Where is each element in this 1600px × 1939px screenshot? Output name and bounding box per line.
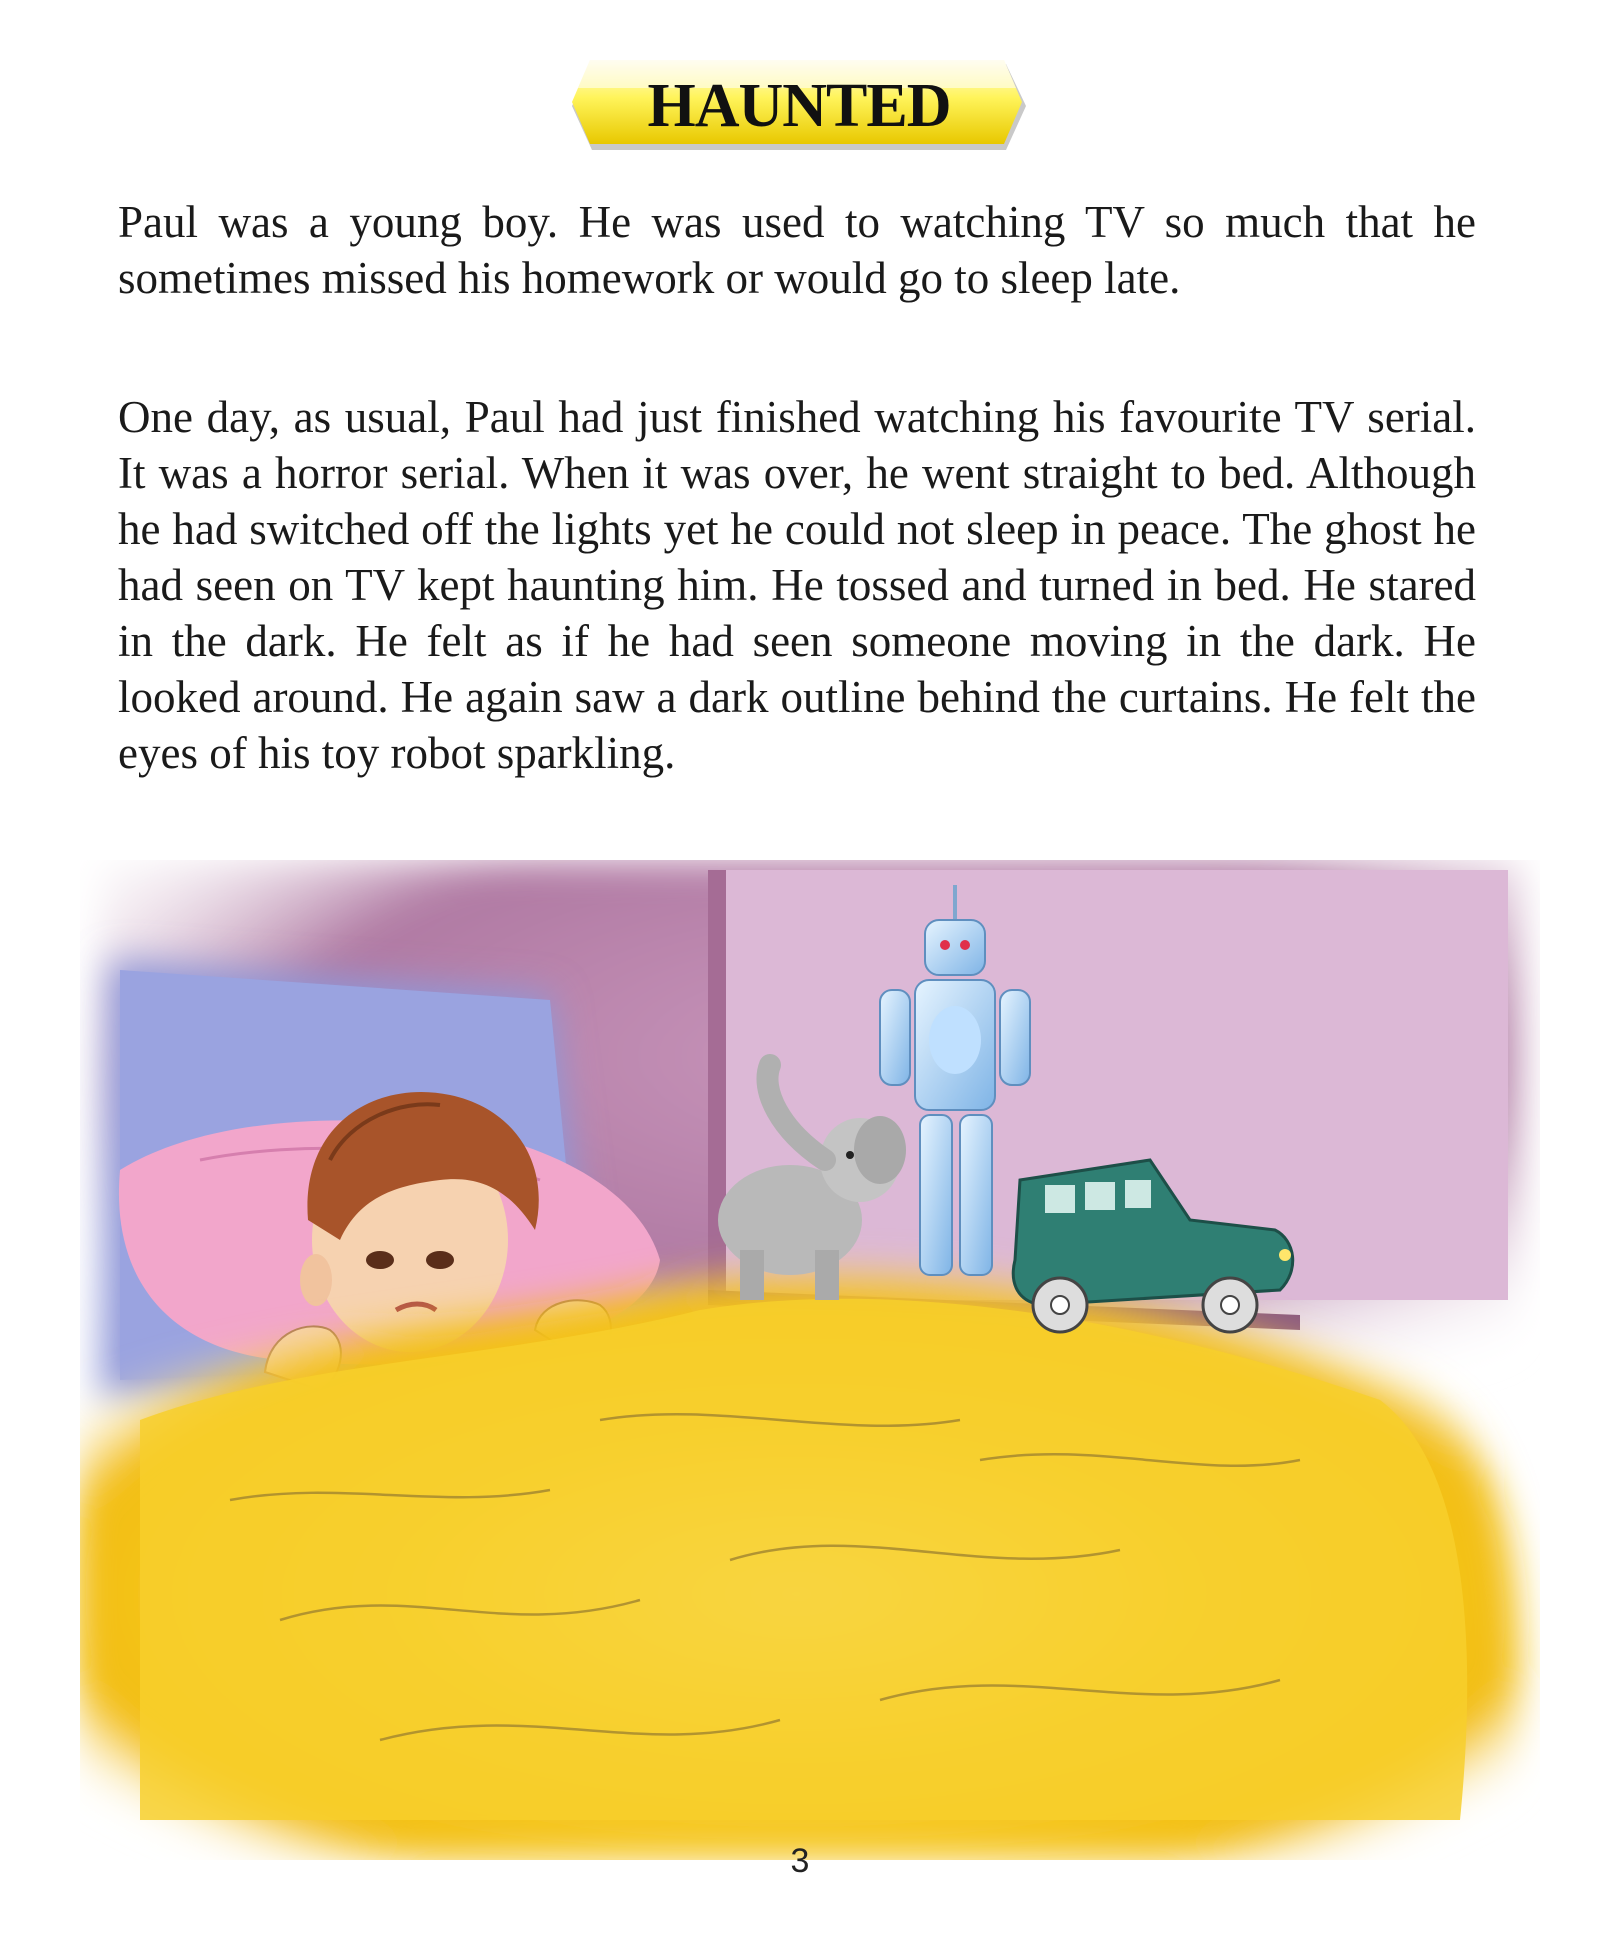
blanket	[80, 1269, 1520, 1860]
story-paragraph-2: One day, as usual, Paul had just finished watching his favourite TV serial. It was a horror serial. When it was over, he went straight to bed. Although he had switched off the lights yet he could not sleep in peace. The ghost he had seen on TV kept haunting him. He tossed and turned in bed. He stared in the dark. He felt as if he had seen someone moving in the dark. He looked around. He again saw a dark outline behind the curtains. He felt the eyes of his toy robot sparkling.	[118, 392, 1476, 778]
story-paragraph-1: Paul was a young boy. He was used to watching TV so much that he sometimes missed his homework or would go to sleep late.	[118, 197, 1476, 303]
page-title: HAUNTED	[647, 71, 951, 140]
bedroom-illustration	[80, 860, 1540, 1860]
title-banner	[570, 58, 1028, 154]
page-number: 3	[790, 1842, 810, 1880]
